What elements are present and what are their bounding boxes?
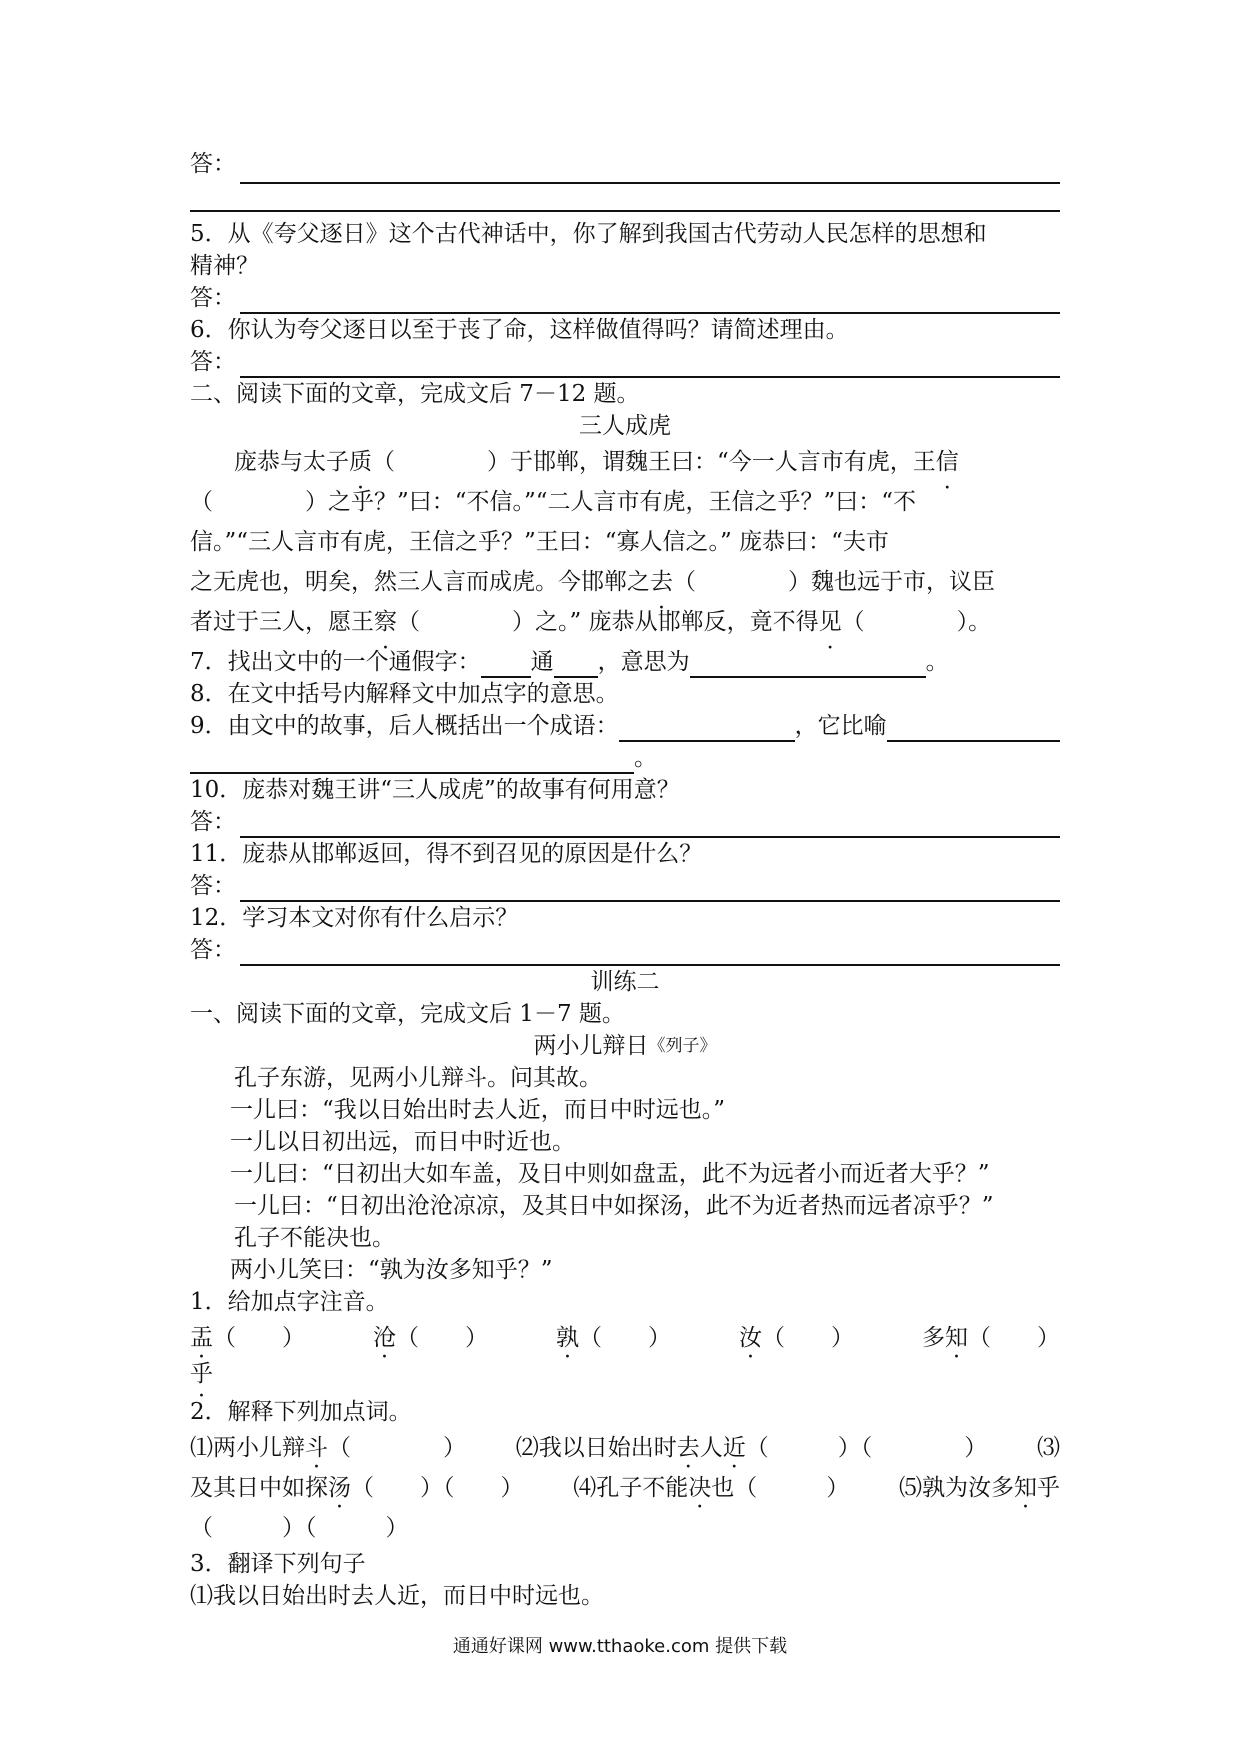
part-2-row3[interactable]: （ ）（ ） [190,1515,409,1541]
dotted-char: 信 · [936,442,959,482]
part-1-heading: 1．给加点字注音。 [190,1289,389,1315]
story2-line1: 孔子东游，见两小儿辩斗。问其故。 [234,1065,602,1091]
story2-line5: 一儿曰：“日初出沧沧凉凉，及其日中如探汤，此不为近者热而远者凉乎？” [234,1193,994,1219]
dotted-char: 汝 [739,1325,762,1351]
pinyin-blank[interactable]: （ ） [396,1325,488,1351]
blank-input[interactable] [690,650,926,678]
blank-input[interactable] [554,650,598,678]
dotted-char: 察 · [374,602,397,642]
question-7: 7．找出文中的一个通假字： 通 ，意思为 。 [190,646,1060,678]
answer-label: 答： [190,151,236,177]
blank-input[interactable] [619,714,795,742]
answer-label: 答： [190,873,236,899]
story2-line3: 一儿以日初出远，而日中时近也。 [230,1129,575,1155]
training-2-heading: 训练二 [590,969,660,995]
part-2-row2: 及其日中如探汤（ ）（ ） ⑷孔子不能决也（ ） ⑸孰为汝多知乎 [190,1475,1060,1501]
paren-blank[interactable]: （ ）（ ） [351,1475,524,1501]
dotted-char: 盂 [190,1325,213,1351]
blank-input[interactable] [481,650,531,678]
question-5-cont: 精神？ [190,253,259,279]
pinyin-blank[interactable]: （ ） [213,1325,305,1351]
answer-line-extra [190,184,1060,212]
story-title-liangxiaoer: 两小儿辩日 《列子》 [190,1030,1060,1062]
pinyin-row: 盂（ ） 沧（ ） 孰（ ） 汝（ ） 多知（ ） [190,1325,1060,1351]
story2-line7: 两小儿笑曰：“孰为汝多知乎？” [230,1257,553,1283]
worksheet-page [190,140,1060,1612]
section-1-heading: 一、阅读下面的文章，完成文后 1－7 题。 [190,1001,625,1027]
dotted-char: 知 [945,1325,968,1351]
part-3-heading: 3．翻译下列句子 [190,1551,366,1577]
part-2-heading: 2．解释下列加点词。 [190,1399,412,1425]
story2-line6: 孔子不能决也。 [234,1225,395,1251]
paren-blank[interactable]: （ ）（ ） [745,1435,988,1461]
answer-line-q4 [190,140,1060,184]
dotted-char: 近 [722,1435,746,1461]
answer-line-q12 [190,934,1060,966]
story-source: 《列子》 [648,1036,717,1056]
question-9: 9．由文中的故事，后人概括出一个成语： ，它比喻 [190,710,1060,742]
answer-line-q6 [190,346,1060,378]
blank-input[interactable] [190,746,634,774]
question-5: 5．从《夸父逐日》这个古代神话中，你了解到我国古代劳动人民怎样的思想和 [190,221,987,247]
question-6: 6．你认为夸父逐日以至于丧了命，这样做值得吗？请简述理由。 [190,317,849,343]
story1-line3: 信。”“三人言市有虎，王信之乎？”王曰：“寡人信之。” 庞恭曰：“夫市 [190,529,889,555]
answer-label: 答： [190,285,236,311]
dotted-char: 去 · [650,562,673,602]
dotted-char: 知 [1014,1475,1037,1501]
dotted-char: 孰 [556,1325,579,1351]
paren-blank[interactable]: （ ） [328,1435,466,1461]
dotted-char: 质 · [349,442,372,482]
page-footer: 通通好课网 www.tthaoke.com 提供下载 [452,1636,788,1657]
dotted-char: 汤 [328,1475,351,1501]
story1-line1: 庞恭与太子 质 · （ ）于邯郸，谓魏王曰：“今一人言市有虎，王 信 · [190,442,1060,482]
answer-label: 答： [190,937,236,963]
part-2-row1: ⑴两小儿辩斗（ ） ⑵我以日始出时去人近（ ）（ ） ⑶ [190,1435,1060,1461]
dotted-char: 沧 [373,1325,396,1351]
answer-line-q5 [190,282,1060,314]
pinyin-blank[interactable]: （ ） [968,1325,1060,1351]
question-12: 12．学习本文对你有什么启示？ [190,905,519,931]
question-9-cont: 。 [190,742,1060,774]
story-title-sanren: 三人成虎 [579,413,671,439]
answer-line-q10 [190,806,1060,838]
dotted-char: 决 [688,1475,712,1501]
blank-input[interactable] [887,716,1060,742]
story1-line5: 者过于三人，愿王 察 · （ ）之。” 庞恭从邯郸反，竟不得 见 · （ ）。 [190,602,1060,642]
pinyin-blank[interactable]: （ ） [762,1325,854,1351]
answer-label: 答： [190,809,236,835]
story2-line4: 一儿曰：“日初出大如车盖，及日中则如盘盂，此不为远者小而近者大乎？” [230,1161,990,1187]
dotted-char: 乎 · [190,1358,213,1390]
question-10: 10．庞恭对魏王讲“三人成虎”的故事有何用意？ [190,777,680,803]
story2-line2: 一儿曰：“我以日始出时去人近，而日中时远也。” [230,1097,726,1123]
dotted-char: 斗 [305,1435,328,1461]
answer-label: 答： [190,349,236,375]
section-2-heading: 二、阅读下面的文章，完成文后 7－12 题。 [190,381,640,407]
question-11: 11．庞恭从邯郸返回，得不到召见的原因是什么？ [190,841,703,867]
answer-line-q11 [190,870,1060,902]
question-8: 8．在文中括号内解释文中加点字的意思。 [190,681,619,707]
part-3-item1: ⑴我以日始出时去人近，而日中时远也。 [190,1583,604,1609]
story1-line2: （ ）之乎？”曰：“不信。”“二人言市有虎，王信之乎？”曰：“不 [190,489,917,515]
story1-line4: 之无虎也，明矣，然三人言而成虎。今邯郸之 去 · （ ）魏也远于市，议臣 [190,562,1060,602]
dotted-char: 去 [676,1435,700,1461]
dotted-char: 见 · [819,602,842,642]
pinyin-blank[interactable]: （ ） [579,1325,671,1351]
pinyin-row-2 [190,1358,1060,1390]
